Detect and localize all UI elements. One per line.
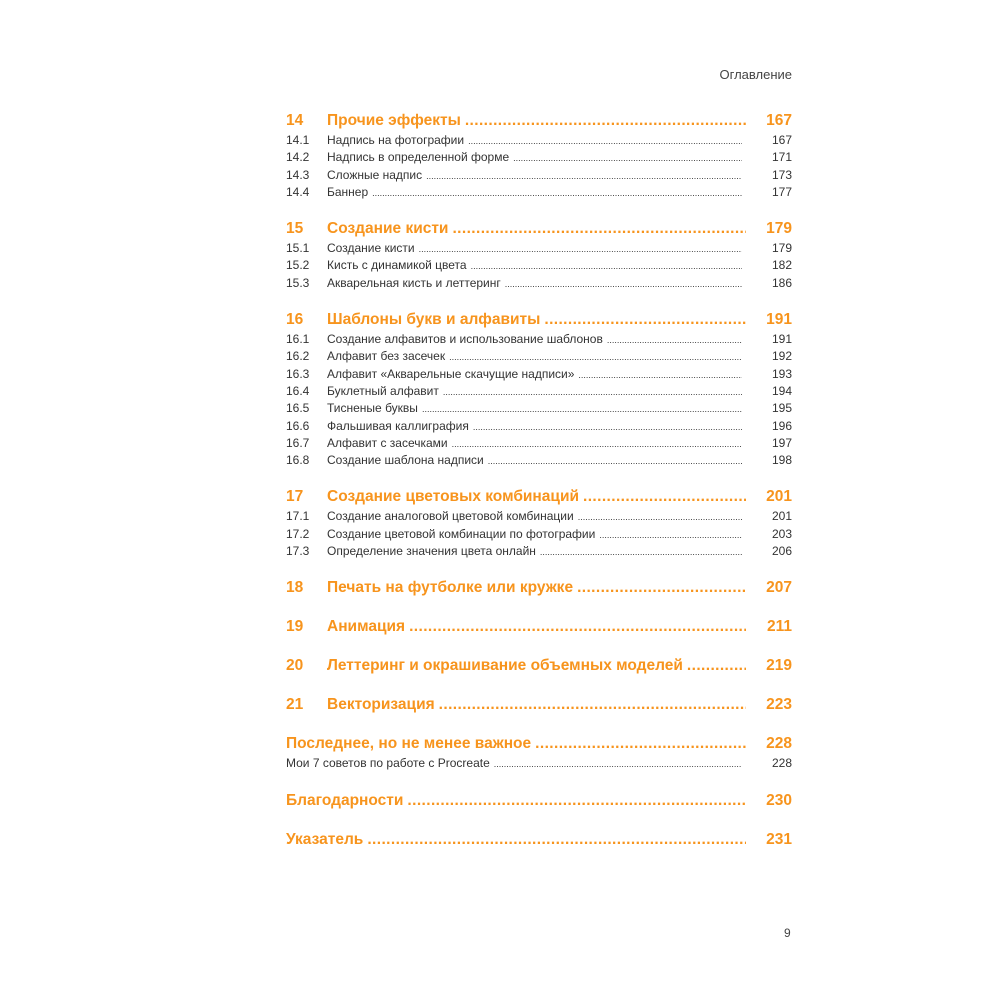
section-page: 197: [771, 435, 792, 450]
section-page: 167: [771, 133, 792, 147]
dot-leader: [599, 526, 742, 543]
section-title: Фальшивая каллиграфия: [327, 418, 469, 433]
chapter-title: Последнее, но не менее важное: [286, 735, 532, 753]
dot-leader: [544, 309, 746, 331]
section-number: 17.2: [286, 526, 310, 541]
dot-leader: [465, 110, 746, 132]
toc-chapter: [286, 309, 792, 469]
section-number: 16.2: [286, 349, 310, 364]
dot-leader: [407, 790, 746, 812]
toc-section-entry[interactable]: [286, 331, 792, 348]
toc-chapter: [286, 694, 792, 716]
dot-leader: [540, 543, 742, 560]
chapter-page: 231: [766, 830, 792, 848]
dot-leader: [494, 755, 742, 772]
table-of-contents: [286, 110, 792, 868]
section-title: Создание шаблона надписи: [327, 453, 484, 468]
chapter-page: 223: [766, 696, 792, 714]
toc-section-entry[interactable]: [286, 167, 792, 184]
toc-section-entry[interactable]: [286, 348, 792, 365]
dot-leader: [578, 508, 742, 525]
section-page: 228: [771, 756, 792, 771]
chapter-number: 16: [286, 311, 304, 329]
toc-chapter-heading[interactable]: [286, 309, 792, 331]
section-title: Создание аналоговой цветовой комбинации: [327, 509, 574, 524]
page-number: 9: [784, 926, 791, 940]
section-title: Надпись на фотографии: [327, 133, 465, 147]
chapter-title: Анимация: [327, 618, 406, 636]
section-title: Тисненые буквы: [327, 401, 418, 416]
section-page: 186: [771, 275, 792, 290]
dot-leader: [468, 132, 742, 149]
toc-section-entry[interactable]: [286, 435, 792, 452]
section-title: Определение значения цвета онлайн: [327, 544, 536, 559]
section-number: 16.3: [286, 366, 310, 381]
section-page: 171: [771, 150, 792, 165]
section-page: 179: [771, 241, 792, 256]
chapter-number: 18: [286, 579, 304, 597]
chapter-page: 230: [766, 791, 792, 809]
chapter-page: 211: [766, 618, 792, 636]
dot-leader: [513, 149, 742, 166]
dot-leader: [439, 694, 746, 716]
chapter-number: 19: [286, 618, 304, 636]
section-number: 15.2: [286, 258, 310, 273]
section-title: Мои 7 советов по работе с Procreate: [286, 756, 490, 771]
toc-section-entry[interactable]: [286, 383, 792, 400]
section-page: 195: [771, 401, 792, 416]
dot-leader: [409, 616, 746, 638]
dot-leader: [578, 366, 742, 383]
toc-section-entry[interactable]: [286, 184, 792, 201]
chapter-number: 15: [286, 220, 304, 238]
toc-section-entry[interactable]: [286, 257, 792, 274]
dot-leader: [535, 733, 746, 755]
running-header: Оглавление: [719, 67, 792, 82]
chapter-title: Векторизация: [327, 696, 435, 714]
section-number: 16.8: [286, 453, 310, 468]
toc-section-entry[interactable]: [286, 132, 792, 149]
section-page: 203: [771, 526, 792, 541]
toc-chapter-heading[interactable]: [286, 790, 792, 812]
toc-section-entry[interactable]: [286, 755, 792, 772]
toc-chapter-heading[interactable]: [286, 577, 792, 599]
toc-chapter: [286, 790, 792, 812]
section-page: 206: [771, 544, 792, 559]
toc-chapter-heading[interactable]: [286, 616, 792, 638]
section-title: Сложные надпис: [327, 167, 423, 182]
chapter-page: 228: [766, 735, 792, 753]
section-page: 198: [771, 453, 792, 468]
section-number: 15.1: [286, 241, 310, 256]
toc-section-entry[interactable]: [286, 366, 792, 383]
toc-chapter-heading[interactable]: [286, 110, 792, 132]
dot-leader: [583, 486, 746, 508]
chapter-title: Указатель: [286, 830, 364, 848]
section-page: 194: [771, 383, 792, 398]
toc-section-entry[interactable]: [286, 149, 792, 166]
section-page: 182: [771, 258, 792, 273]
section-page: 193: [771, 366, 792, 381]
section-number: 16.5: [286, 401, 310, 416]
dot-leader: [419, 240, 742, 257]
toc-chapter: [286, 110, 792, 201]
chapter-title: Леттеринг и окрашивание объемных моделей: [327, 657, 683, 675]
toc-section-entry[interactable]: [286, 452, 792, 469]
section-page: 201: [771, 509, 792, 524]
section-number: 17.3: [286, 544, 310, 559]
toc-section-entry[interactable]: [286, 240, 792, 257]
toc-chapter-heading[interactable]: [286, 655, 792, 677]
toc-section-entry[interactable]: [286, 508, 792, 525]
dot-leader: [422, 400, 742, 417]
dot-leader: [471, 257, 742, 274]
dot-leader: [372, 184, 742, 201]
chapter-number: 17: [286, 488, 304, 506]
dot-leader: [607, 331, 742, 348]
toc-chapter-heading[interactable]: [286, 694, 792, 716]
toc-section-entry[interactable]: [286, 275, 792, 292]
section-page: 191: [771, 332, 792, 347]
toc-chapter: [286, 486, 792, 560]
section-page: 177: [771, 184, 792, 199]
toc-section-entry[interactable]: [286, 543, 792, 560]
toc-chapter-heading[interactable]: [286, 733, 792, 755]
toc-chapter-heading[interactable]: [286, 218, 792, 240]
section-title: Алфавит с засечками: [327, 435, 448, 450]
chapter-page: 167: [766, 112, 792, 129]
section-number: 16.7: [286, 435, 310, 450]
chapter-title: Создание цветовых комбинаций: [327, 488, 580, 506]
section-title: Создание кисти: [327, 241, 415, 256]
dot-leader: [488, 452, 742, 469]
chapter-title: Прочие эффекты: [327, 112, 461, 129]
dot-leader: [452, 435, 742, 452]
section-title: Кисть с динамикой цвета: [327, 258, 467, 273]
chapter-page: 191: [766, 311, 792, 329]
toc-section-entry[interactable]: [286, 400, 792, 417]
section-title: Алфавит без засечек: [327, 349, 446, 364]
toc-section-entry[interactable]: [286, 526, 792, 543]
dot-leader: [687, 655, 746, 677]
toc-chapter-heading[interactable]: [286, 486, 792, 508]
section-title: Создание цветовой комбинации по фотографии: [327, 526, 596, 541]
chapter-number: 20: [286, 657, 304, 675]
section-number: 14.3: [286, 167, 310, 182]
section-title: Акварельная кисть и леттеринг: [327, 275, 501, 290]
section-title: Алфавит «Акварельные скачущие надписи»: [327, 366, 575, 381]
chapter-number: 14: [286, 112, 304, 129]
section-number: 16.1: [286, 332, 310, 347]
section-number: 16.6: [286, 418, 310, 433]
dot-leader: [505, 275, 742, 292]
section-title: Баннер: [327, 184, 369, 199]
section-title: Надпись в определенной форме: [327, 150, 510, 165]
section-page: 196: [771, 418, 792, 433]
section-page: 192: [771, 349, 792, 364]
toc-chapter: [286, 829, 792, 851]
dot-leader: [426, 167, 742, 184]
chapter-title: Создание кисти: [327, 220, 449, 238]
chapter-title: Печать на футболке или кружке: [327, 579, 574, 597]
toc-chapter: [286, 733, 792, 772]
toc-chapter: [286, 577, 792, 599]
section-number: 14.2: [286, 150, 310, 165]
chapter-title: Шаблоны букв и алфавиты: [327, 311, 541, 329]
section-number: 15.3: [286, 275, 310, 290]
chapter-page: 207: [766, 579, 792, 597]
section-number: 17.1: [286, 509, 310, 524]
dot-leader: [443, 383, 742, 400]
dot-leader: [577, 577, 746, 599]
dot-leader: [367, 829, 746, 851]
section-title: Создание алфавитов и использование шаблонов: [327, 332, 603, 347]
chapter-number: 21: [286, 696, 304, 714]
section-number: 16.4: [286, 383, 310, 398]
section-title: Буклетный алфавит: [327, 383, 439, 398]
toc-section-entry[interactable]: [286, 418, 792, 435]
toc-chapter-heading[interactable]: [286, 829, 792, 851]
chapter-page: 219: [766, 657, 792, 675]
dot-leader: [449, 348, 742, 365]
chapter-title: Благодарности: [286, 791, 404, 809]
section-number: 14.1: [286, 133, 310, 147]
dot-leader: [452, 218, 746, 240]
toc-chapter: [286, 218, 792, 292]
chapter-page: 201: [766, 488, 792, 506]
chapter-page: 179: [766, 220, 792, 238]
toc-chapter: [286, 655, 792, 677]
section-page: 173: [771, 167, 792, 182]
toc-chapter: [286, 616, 792, 638]
section-number: 14.4: [286, 184, 310, 199]
dot-leader: [473, 418, 742, 435]
